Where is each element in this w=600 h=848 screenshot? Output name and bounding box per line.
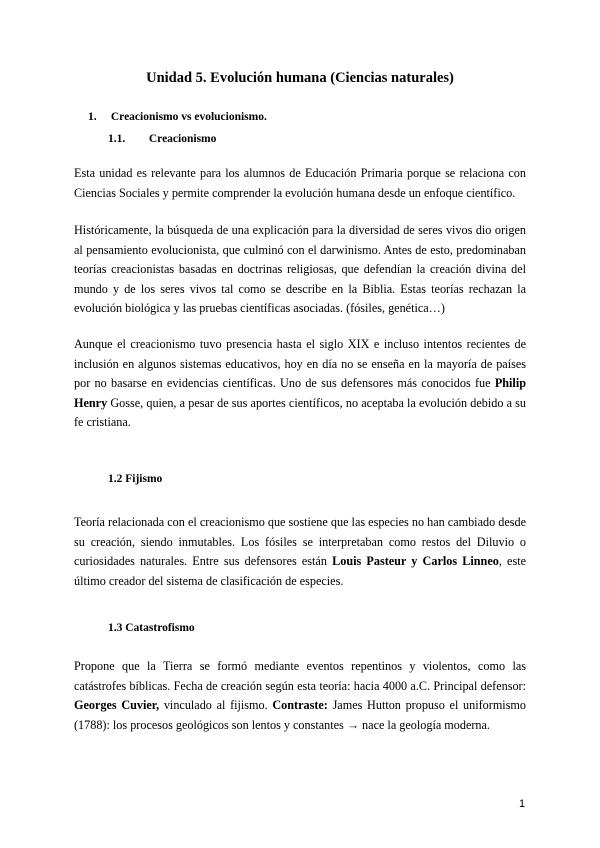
paragraph-history: Históricamente, la búsqueda de una explicación para la diversidad de seres vivos dio origen al pensamiento evolucionista, que culminó con el darwinismo. Antes de esto, predominaban teorías creacionistas basadas en doctrinas religiosas, que defendían la creación divina del mundo y de los seres vivos tal como se describe en la Biblia. Estas teorías rechazan la evolución biológica y las pruebas científicas asociadas. (fósiles, genética…) [74, 223, 526, 315]
paragraph-text: Propone que la Tierra se formó mediante eventos repentinos y violentos, como las catástrofes bíblicas. Fecha de creación según esta teoría: hacia 4000 a.C. Principal defensor: [74, 659, 526, 693]
paragraph-text: Teoría relacionada con el creacionismo que sostiene que las especies no han cambiado desde su creación, siendo inmutables. Los fósiles se interpretaban como restos del Diluvio o curiosidades naturales. Entre sus defensores están [74, 515, 526, 568]
subsection-heading-1-1 [108, 133, 216, 145]
subsection-heading-1-3: 1.3 Catastrofismo [108, 622, 195, 634]
section-number: 1. [88, 111, 97, 123]
paragraph-fixism [74, 513, 526, 591]
document-title: Unidad 5. Evolución humana (Ciencias naturales) [146, 70, 454, 86]
bold-name: Philip Henry [74, 376, 526, 410]
paragraph-text: , este último creador del sistema de clasificación de especies. [74, 554, 526, 588]
paragraph-catastrophism [74, 657, 526, 735]
bold-names: Louis Pasteur y Carlos Linneo [332, 554, 499, 568]
paragraph-text: James Hutton propuso el uniformismo (1788): los procesos geológicos son lentos y constantes → nace la geología moderna. [74, 698, 527, 732]
subsection-heading-1-2: 1.2 Fijismo [108, 473, 163, 485]
page-number: 1 [519, 798, 526, 810]
paragraph-intro: Esta unidad es relevante para los alumnos de Educación Primaria porque se relaciona con Ciencias Sociales y permite comprender la evolución humana desde un enfoque científico. [74, 166, 526, 200]
bold-name: Georges Cuvier, [74, 698, 160, 712]
paragraph-creationism [74, 335, 526, 433]
subsection-label: Creacionismo [148, 133, 217, 145]
bold-label: Contraste: [272, 698, 328, 712]
section-heading-1 [88, 111, 267, 123]
subsection-number: 1.1. [108, 133, 126, 145]
paragraph-text: Gosse, quien, a pesar de sus aportes científicos, no aceptaba la evolución debido a su fe cristiana. [74, 395, 526, 429]
paragraph-text: vinculado al fijismo. [159, 698, 273, 712]
section-label: Creacionismo vs evolucionismo. [110, 111, 267, 123]
paragraph-text: Aunque el creacionismo tuvo presencia hasta el siglo XIX e incluso intentos recientes de inclusión en algunos sistemas educativos, hoy en día no se enseña en la mayoría de países por no basarse en evidencias científicas. Uno de sus defensores más conocidos fue [74, 337, 526, 390]
